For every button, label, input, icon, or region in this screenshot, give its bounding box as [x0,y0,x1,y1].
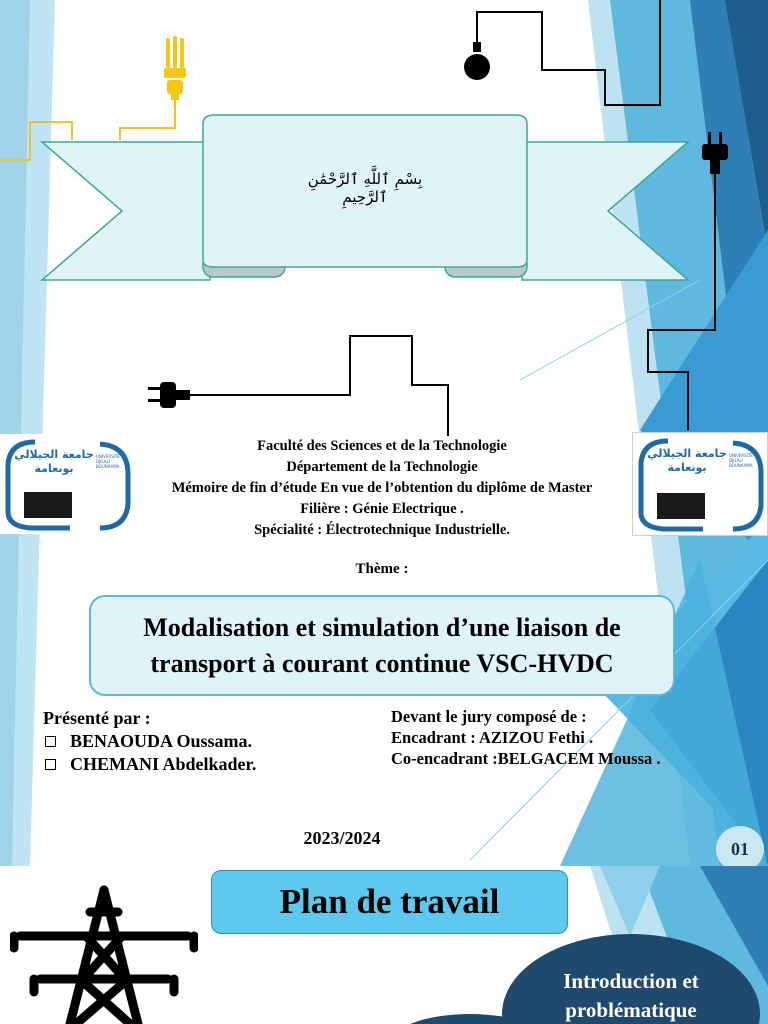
plan-title-box: Plan de travail [211,870,568,934]
jury-label: Devant le jury composé de : [391,707,587,726]
academic-year: 2023/2024 [303,828,381,848]
thesis-title-line-1: Modalisation et simulation d’une liaison de [143,612,621,642]
specialty-line: Spécialité : Électrotechnique Industrielle. [254,522,510,538]
author-name: BENAOUDA Oussama. [70,731,253,751]
field-line: Filière : Génie Electrique . [300,501,464,517]
checkbox-icon [45,736,56,747]
supervisor: Encadrant : AZIZOU Fethi . [391,728,594,747]
jury-block [391,706,661,769]
power-pylon-icon [10,884,198,1024]
author-name: CHEMANI Abdelkader. [70,754,257,774]
basmala-calligraphy: بِسْمِ ٱللَّهِ ٱلرَّحْمَٰنِ ٱلرَّحِيمِ [307,170,423,206]
electric-plug-icon [700,132,730,176]
page-number-badge: 01 [716,826,764,866]
theme-label: Thème : [355,561,409,577]
co-supervisor: Co-encadrant :BELGACEM Moussa . [391,749,661,768]
university-logo-left: جامعة الجيلالي بونعامة UNIVERSITÉ DJILALI BOUNAAMA [0,434,132,534]
presented-by-label: Présenté par : [43,708,151,728]
institution-header [120,436,644,541]
plan-slide [0,866,768,1024]
electric-plug-icon [148,380,190,410]
university-logo-right: جامعة الجيلالي بونعامة UNIVERSITÉ DJILALI BOUNAAMA [632,432,768,536]
thesis-title-line-2: transport à courant continue VSC-HVDC [150,648,614,678]
intro-line-2: problématique [565,998,697,1022]
cfl-bulb-icon [160,36,190,102]
thesis-title-box [89,595,675,696]
checkbox-icon [45,759,56,770]
author-item [45,730,256,753]
author-item [45,753,256,776]
faculty-line: Faculté des Sciences et de la Technologie [257,438,507,454]
light-bulb-icon [462,42,492,84]
thesis-line: Mémoire de fin d’étude En vue de l’obtention du diplôme de Master [171,480,593,496]
intro-line-1: Introduction et [563,969,699,993]
department-line: Département de la Technologie [286,459,478,475]
presented-by-block [43,707,256,776]
